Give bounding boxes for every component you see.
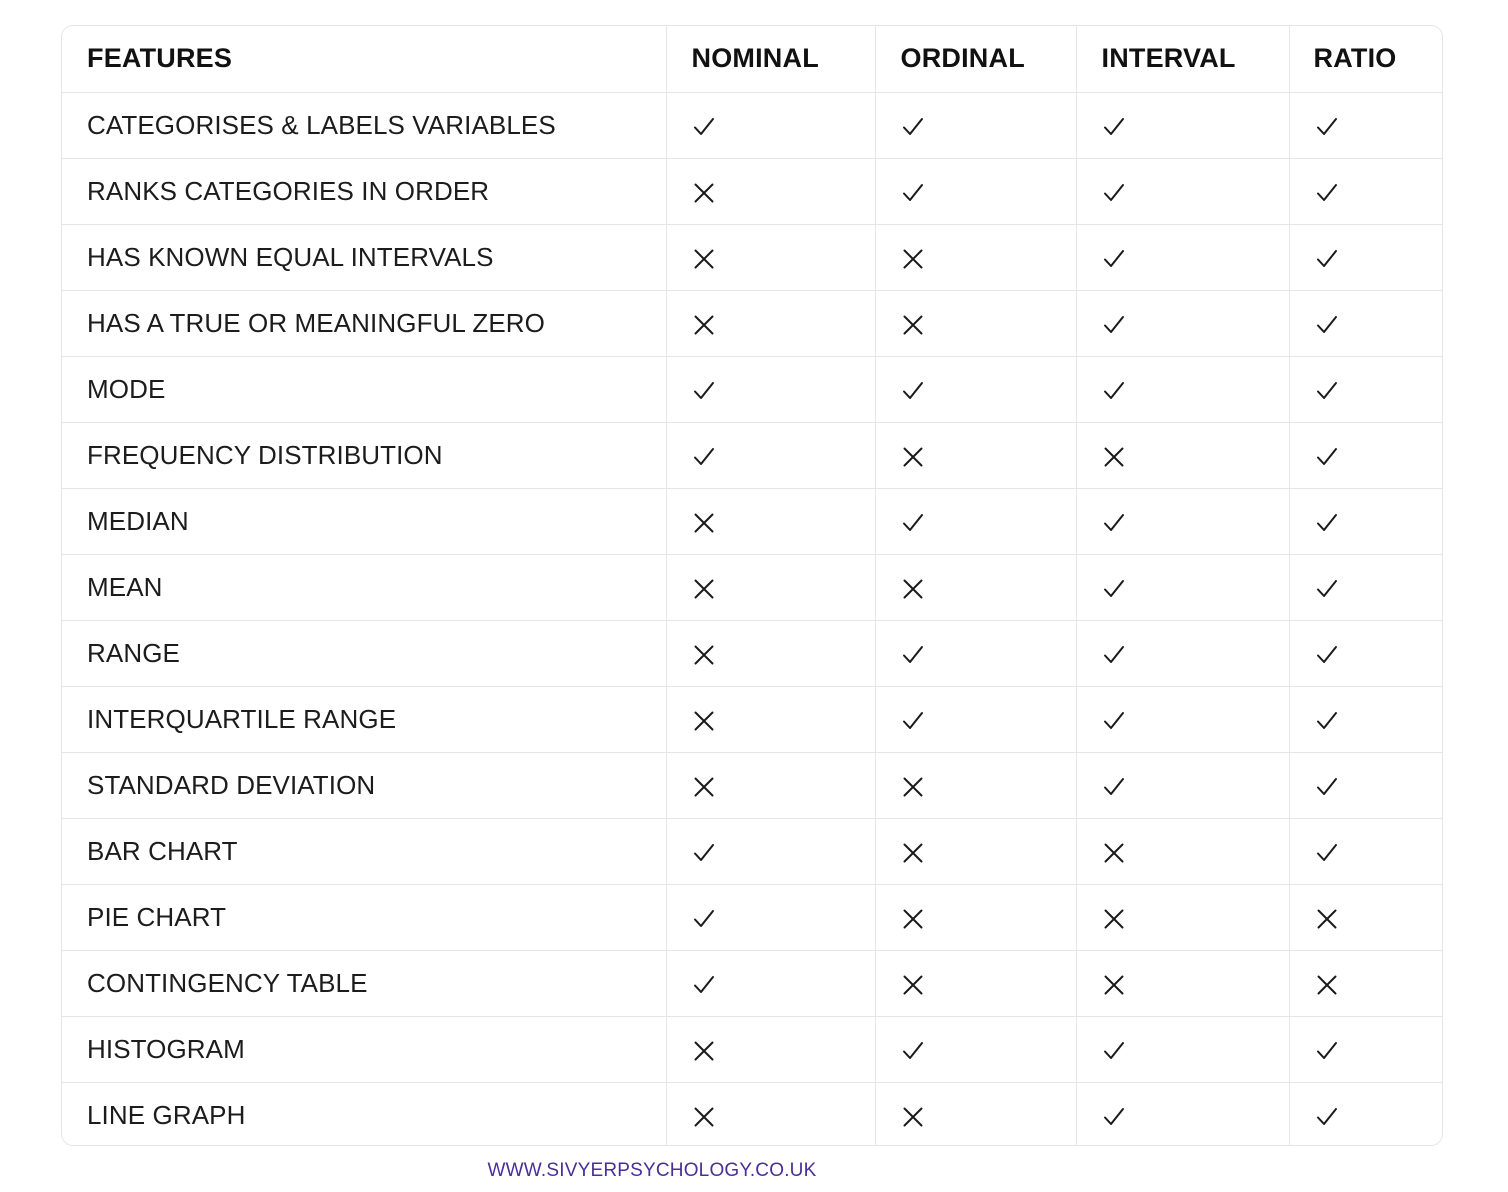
checkmark-icon xyxy=(1101,378,1127,404)
cell-ordinal xyxy=(875,356,1076,422)
checkmark-icon xyxy=(1314,180,1340,206)
cell-nominal xyxy=(666,290,875,356)
cell-nominal xyxy=(666,884,875,950)
cross-icon xyxy=(1101,444,1127,470)
cell-nominal xyxy=(666,422,875,488)
cell-nominal xyxy=(666,224,875,290)
cell-interval xyxy=(1076,356,1289,422)
table-row xyxy=(62,1016,1442,1082)
checkmark-icon xyxy=(1314,444,1340,470)
table-row xyxy=(62,950,1442,1016)
cross-icon xyxy=(691,180,717,206)
cell-nominal xyxy=(666,92,875,158)
checkmark-icon xyxy=(1314,576,1340,602)
cell-ratio xyxy=(1289,356,1442,422)
table-body xyxy=(62,92,1442,1146)
checkmark-icon xyxy=(1314,840,1340,866)
checkmark-icon xyxy=(1314,642,1340,668)
cell-interval xyxy=(1076,1016,1289,1082)
cell-ratio xyxy=(1289,1082,1442,1146)
cell-ratio xyxy=(1289,158,1442,224)
cross-icon xyxy=(900,840,926,866)
cell-ordinal xyxy=(875,818,1076,884)
cell-interval xyxy=(1076,92,1289,158)
cross-icon xyxy=(691,576,717,602)
cell-ordinal xyxy=(875,1082,1076,1146)
cross-icon xyxy=(900,1104,926,1130)
cell-ratio xyxy=(1289,818,1442,884)
cross-icon xyxy=(1314,972,1340,998)
checkmark-icon xyxy=(1101,576,1127,602)
comparison-table-container xyxy=(61,25,1443,1146)
table-row xyxy=(62,620,1442,686)
checkmark-icon xyxy=(900,708,926,734)
cross-icon xyxy=(1101,840,1127,866)
cross-icon xyxy=(900,576,926,602)
checkmark-icon xyxy=(691,906,717,932)
cell-ordinal xyxy=(875,488,1076,554)
feature-label: BAR CHART xyxy=(62,818,666,884)
cell-ratio xyxy=(1289,554,1442,620)
cell-interval xyxy=(1076,224,1289,290)
cell-ratio xyxy=(1289,1016,1442,1082)
header-nominal: NOMINAL xyxy=(666,26,875,92)
table-row xyxy=(62,1082,1442,1146)
checkmark-icon xyxy=(1101,114,1127,140)
cell-interval xyxy=(1076,158,1289,224)
table-header-row xyxy=(62,26,1442,92)
cell-nominal xyxy=(666,950,875,1016)
cell-nominal xyxy=(666,554,875,620)
cell-interval xyxy=(1076,1082,1289,1146)
checkmark-icon xyxy=(1314,1104,1340,1130)
cell-interval xyxy=(1076,620,1289,686)
feature-label: CONTINGENCY TABLE xyxy=(62,950,666,1016)
cross-icon xyxy=(900,972,926,998)
feature-label: CATEGORISES & LABELS VARIABLES xyxy=(62,92,666,158)
checkmark-icon xyxy=(1314,1038,1340,1064)
measurement-levels-table xyxy=(62,26,1442,1146)
checkmark-icon xyxy=(900,114,926,140)
checkmark-icon xyxy=(1101,774,1127,800)
cell-interval xyxy=(1076,752,1289,818)
cross-icon xyxy=(691,708,717,734)
cell-interval xyxy=(1076,950,1289,1016)
cell-ordinal xyxy=(875,1016,1076,1082)
cell-ordinal xyxy=(875,620,1076,686)
cell-ratio xyxy=(1289,686,1442,752)
table-row xyxy=(62,158,1442,224)
checkmark-icon xyxy=(900,510,926,536)
cross-icon xyxy=(691,642,717,668)
checkmark-icon xyxy=(1314,708,1340,734)
cell-ordinal xyxy=(875,224,1076,290)
checkmark-icon xyxy=(1101,642,1127,668)
cell-interval xyxy=(1076,290,1289,356)
checkmark-icon xyxy=(900,180,926,206)
checkmark-icon xyxy=(1101,312,1127,338)
cross-icon xyxy=(691,1104,717,1130)
cell-nominal xyxy=(666,356,875,422)
cell-ordinal xyxy=(875,752,1076,818)
cross-icon xyxy=(900,906,926,932)
cell-interval xyxy=(1076,422,1289,488)
cross-icon xyxy=(1314,906,1340,932)
feature-label: PIE CHART xyxy=(62,884,666,950)
cell-nominal xyxy=(666,158,875,224)
checkmark-icon xyxy=(1101,708,1127,734)
checkmark-icon xyxy=(1101,1104,1127,1130)
cell-interval xyxy=(1076,686,1289,752)
cell-ratio xyxy=(1289,92,1442,158)
cell-ordinal xyxy=(875,158,1076,224)
feature-label: INTERQUARTILE RANGE xyxy=(62,686,666,752)
cell-ordinal xyxy=(875,554,1076,620)
checkmark-icon xyxy=(691,114,717,140)
header-features: FEATURES xyxy=(62,26,666,92)
feature-label: HISTOGRAM xyxy=(62,1016,666,1082)
checkmark-icon xyxy=(1314,774,1340,800)
cell-ordinal xyxy=(875,422,1076,488)
feature-label: LINE GRAPH xyxy=(62,1082,666,1146)
cell-nominal xyxy=(666,1016,875,1082)
cell-ordinal xyxy=(875,92,1076,158)
cross-icon xyxy=(900,246,926,272)
feature-label: STANDARD DEVIATION xyxy=(62,752,666,818)
cell-interval xyxy=(1076,554,1289,620)
checkmark-icon xyxy=(1101,1038,1127,1064)
cell-ordinal xyxy=(875,290,1076,356)
cell-ordinal xyxy=(875,884,1076,950)
cross-icon xyxy=(1101,972,1127,998)
checkmark-icon xyxy=(1314,510,1340,536)
cell-interval xyxy=(1076,818,1289,884)
checkmark-icon xyxy=(1314,378,1340,404)
checkmark-icon xyxy=(1314,246,1340,272)
header-interval: INTERVAL xyxy=(1076,26,1289,92)
table-row xyxy=(62,92,1442,158)
cell-nominal xyxy=(666,1082,875,1146)
table-row xyxy=(62,686,1442,752)
feature-label: HAS A TRUE OR MEANINGFUL ZERO xyxy=(62,290,666,356)
cross-icon xyxy=(691,1038,717,1064)
checkmark-icon xyxy=(691,840,717,866)
table-row xyxy=(62,818,1442,884)
cell-nominal xyxy=(666,752,875,818)
table-row xyxy=(62,422,1442,488)
website-footer: WWW.SIVYERPSYCHOLOGY.CO.UK xyxy=(487,1160,817,1181)
cross-icon xyxy=(691,312,717,338)
cell-nominal xyxy=(666,818,875,884)
cell-nominal xyxy=(666,488,875,554)
table-row xyxy=(62,554,1442,620)
cell-ratio xyxy=(1289,884,1442,950)
cross-icon xyxy=(691,246,717,272)
cross-icon xyxy=(900,312,926,338)
checkmark-icon xyxy=(691,972,717,998)
feature-label: MODE xyxy=(62,356,666,422)
feature-label: HAS KNOWN EQUAL INTERVALS xyxy=(62,224,666,290)
table-row xyxy=(62,884,1442,950)
feature-label: FREQUENCY DISTRIBUTION xyxy=(62,422,666,488)
cell-ratio xyxy=(1289,422,1442,488)
checkmark-icon xyxy=(691,378,717,404)
cell-ratio xyxy=(1289,620,1442,686)
checkmark-icon xyxy=(1314,312,1340,338)
table-row xyxy=(62,752,1442,818)
table-row xyxy=(62,488,1442,554)
checkmark-icon xyxy=(1101,246,1127,272)
header-ratio: RATIO xyxy=(1289,26,1442,92)
cell-ratio xyxy=(1289,488,1442,554)
header-ordinal: ORDINAL xyxy=(875,26,1076,92)
feature-label: RANGE xyxy=(62,620,666,686)
table-row xyxy=(62,224,1442,290)
cell-interval xyxy=(1076,884,1289,950)
cell-ratio xyxy=(1289,224,1442,290)
checkmark-icon xyxy=(900,642,926,668)
cross-icon xyxy=(691,510,717,536)
cross-icon xyxy=(1101,906,1127,932)
feature-label: RANKS CATEGORIES IN ORDER xyxy=(62,158,666,224)
cell-ordinal xyxy=(875,686,1076,752)
cell-nominal xyxy=(666,620,875,686)
checkmark-icon xyxy=(1101,180,1127,206)
feature-label: MEDIAN xyxy=(62,488,666,554)
cell-ratio xyxy=(1289,290,1442,356)
checkmark-icon xyxy=(1314,114,1340,140)
cell-ratio xyxy=(1289,950,1442,1016)
feature-label: MEAN xyxy=(62,554,666,620)
cross-icon xyxy=(900,444,926,470)
checkmark-icon xyxy=(1101,510,1127,536)
checkmark-icon xyxy=(900,1038,926,1064)
checkmark-icon xyxy=(900,378,926,404)
checkmark-icon xyxy=(691,444,717,470)
table-row xyxy=(62,290,1442,356)
cross-icon xyxy=(691,774,717,800)
cross-icon xyxy=(900,774,926,800)
table-row xyxy=(62,356,1442,422)
cell-nominal xyxy=(666,686,875,752)
cell-ordinal xyxy=(875,950,1076,1016)
cell-ratio xyxy=(1289,752,1442,818)
cell-interval xyxy=(1076,488,1289,554)
